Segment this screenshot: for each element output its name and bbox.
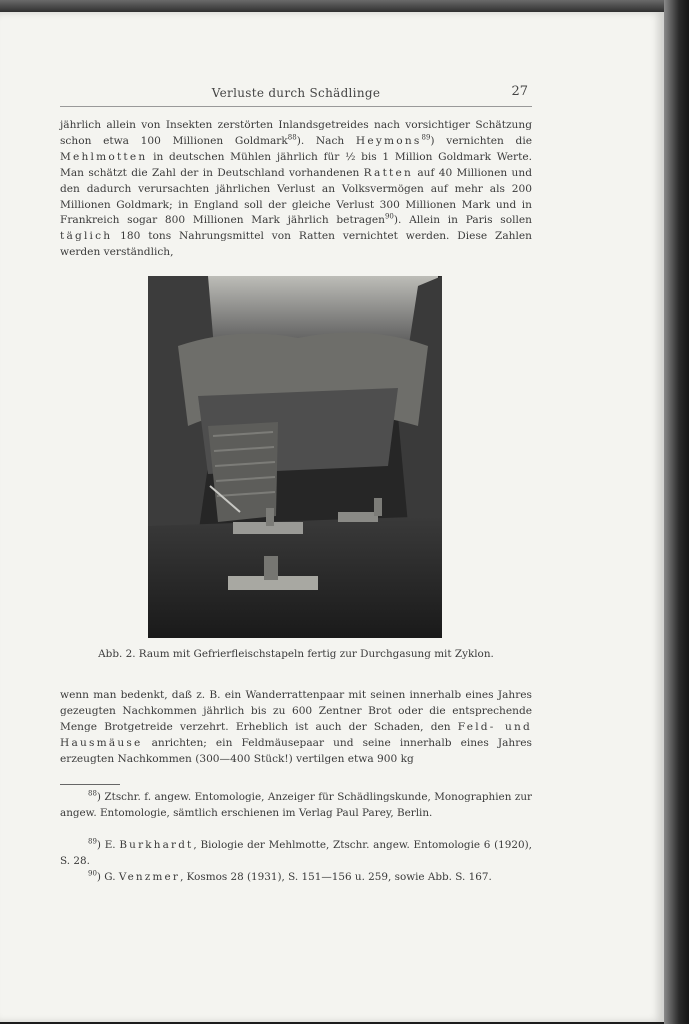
text-run: jährlich allein von Insekten zerstörten Inlandsgetreides nach vorsichtiger Schätzung schon etwa 100 Millionen Goldmark (60, 119, 532, 147)
running-header (60, 84, 532, 107)
paragraph-bottom (60, 688, 532, 768)
footnote-text: ) Ztschr. f. angew. Entomologie, Anzeiger für Schädlingskunde, Monographien zur angew. Entomologie, sämtlich erschienen im Verlag Paul Parey, Berlin. (60, 791, 532, 819)
footnote-number: 89 (88, 837, 97, 846)
spaced-term: Ratten (363, 166, 413, 179)
footnote-ref: 89 (421, 133, 431, 142)
running-title: Verluste durch Schädlinge (211, 86, 381, 100)
figure-caption: Abb. 2. Raum mit Gefrierfleischstapeln fertig zur Durchgasung mit Zyklon. (98, 648, 494, 660)
text-run: ). Nach (296, 134, 356, 147)
footnote-text: ) G. (96, 871, 119, 883)
footnote-text: , Kosmos 28 (1931), S. 151—156 u. 259, sowie Abb. S. 167. (180, 871, 492, 883)
footnote-text: ) E. (96, 839, 120, 851)
spaced-author: Burkhardt (119, 839, 194, 851)
footnote-90 (60, 870, 532, 886)
text-run: auf 40 Millionen und den dadurch verursachten jährlichen Verlust an Volksvermögen auf mehr als 200 Millionen Goldmark; in England soll der gleiche Verlust 300 Millionen Mark und in Frankreich sogar 800 Millionen Mark jährlich betragen (60, 166, 532, 227)
scan-right-edge (664, 0, 689, 1024)
photo-illustration (148, 276, 442, 638)
footnote-88 (60, 790, 532, 821)
spaced-author: Venzmer (118, 871, 181, 883)
footnote-text: , Biologie der Mehlmotte, Ztschr. angew. Entomologie 6 (1920), S. 28. (60, 839, 532, 867)
scan-top-edge (0, 0, 689, 12)
footnote-number: 90 (88, 869, 97, 878)
footnote-89 (60, 838, 532, 869)
figure-photo (148, 276, 442, 638)
spaced-term: täglich (60, 230, 113, 243)
text-run: wenn man bedenkt, daß z. B. ein Wanderrattenpaar mit seinen innerhalb eines Jahres gezeugten Nachkommen jährlich bis zu 600 Zentner Brot oder die entsprechende Menge Brotgetreide verzehrt. Erheblich ist auch der Schaden, den (60, 689, 532, 733)
text-run: ) vernichten die (430, 134, 532, 147)
spaced-name: Heymons (355, 134, 422, 147)
paragraph-top (60, 118, 532, 261)
text-run: 180 tons Nahrungsmittel von Ratten vernichtet werden. Diese Zahlen werden verständlich, (60, 230, 532, 259)
spaced-term: Mehlmotten (60, 150, 148, 163)
text-run: anrichten; ein Feldmäusepaar und seine innerhalb eines Jahres erzeugten Nachkommen (300—400 Stück!) vertilgen etwa 900 kg (60, 736, 532, 765)
text-run: in deutschen Mühlen jährlich für ½ bis 1 Million Goldmark Werte. Man schätzt die Zahl der in Deutschland vorhandenen (60, 150, 532, 179)
footnote-number: 88 (88, 789, 97, 798)
footnote-ref: 88 (287, 133, 297, 142)
footnote-ref: 90 (384, 212, 394, 221)
page-number: 27 (511, 84, 528, 99)
spaced-term: Feld- und Hausmäuse (60, 720, 532, 749)
text-run: ). Allein in Paris sollen (393, 214, 532, 227)
footnote-rule (60, 784, 120, 785)
